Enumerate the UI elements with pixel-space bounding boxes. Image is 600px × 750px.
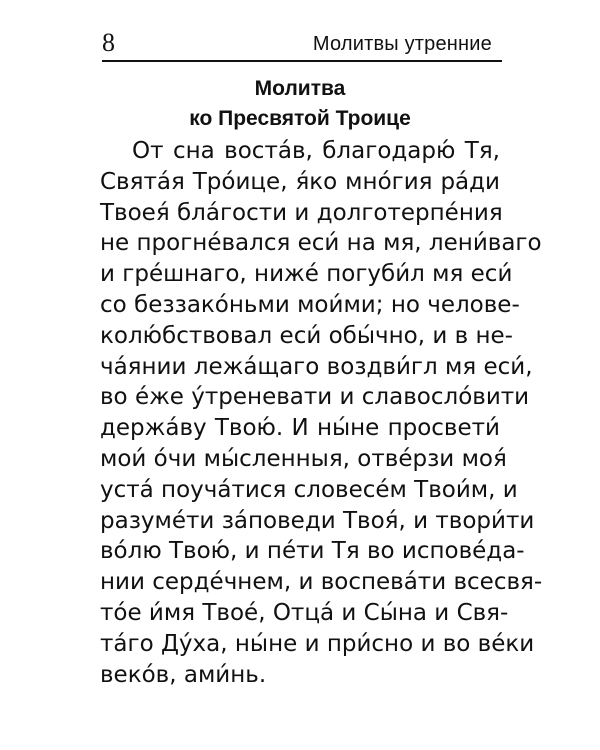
text-line: не прогне́вался еси́ на мя, лени́ваго [100,230,542,257]
running-head [102,24,502,62]
prayer-title-line-1: Молитва [254,77,346,100]
text-line: колю́бствовал еси́ обы́чно, и в не- [100,322,513,349]
text-line: разуме́ти за́поведи Твоя́, и твори́ти [100,507,535,534]
text-line: нии серде́чнем, и воспева́ти всесвя- [100,569,543,596]
header-rule [102,60,502,62]
prayer-title-line-2: ко Пресвятой Троице [189,107,411,130]
text-line: Твоея́ бла́гости и долготерпе́ния [100,199,503,226]
prayer-text [100,136,543,690]
running-head-title: Молитвы утренние [312,33,492,55]
text-line: со беззако́ньми мои́ми; но челове- [100,291,520,318]
text-line: во́лю Твою́, и пе́ти Тя во испове́да- [100,538,525,565]
text-line: держа́ву Твою́. И ны́не просвети́ [100,415,500,442]
text-line: ча́янии лежа́щаго воздви́гл мя еси́, [100,353,533,380]
text-line: веко́в, ами́нь. [100,661,267,688]
text-line: та́го Ду́ха, ны́не и при́сно и во ве́ки [100,630,535,657]
text-line: то́е и́мя Твое́, Отца́ и Сы́на и Свя- [100,599,509,626]
text-line: мои́ о́чи мы́сленныя, отве́рзи моя́ [100,445,507,472]
text-line: Свята́я Тро́ице, я́ко мно́гия ра́ди [100,168,500,195]
page-number: 8 [102,28,115,57]
text-line: во е́же у́треневати и славосло́вити [100,384,530,411]
text-line: От сна воста́в, благодарю́ Тя, [132,138,500,164]
text-line: и гре́шнаго, ниже́ погуби́л мя еси́ [100,261,513,288]
text-line: уста́ поуча́тися словесе́м Твои́м, и [100,476,518,503]
